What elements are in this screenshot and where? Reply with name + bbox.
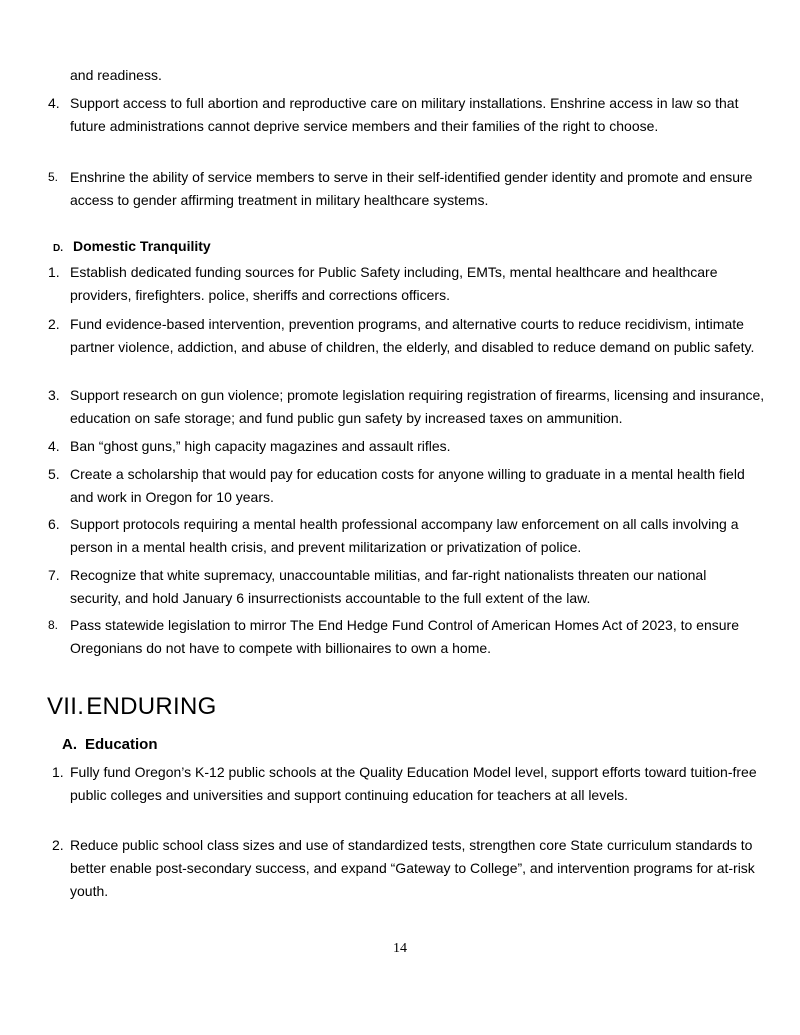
- subheading-domestic-tranquility: [53, 236, 211, 259]
- list-number: 8.: [48, 618, 59, 632]
- subheading-education: [62, 735, 158, 755]
- subheading-letter: D.: [53, 243, 63, 254]
- list-text: Create a scholarship that would pay for education costs for anyone willing to graduate in a mental health field and work in Oregon for 10 years.: [70, 466, 745, 505]
- list-text: Fund evidence-based intervention, prevention programs, and alternative courts to reduce recidivism, intimate partner violence, addiction, and abuse of children, the elderly, and disabled to reduce demand on public safety.: [70, 316, 755, 355]
- list-number: 1.: [52, 764, 64, 780]
- list-number: 5.: [48, 170, 59, 184]
- list-number: 5.: [48, 466, 60, 482]
- list-text: Enshrine the ability of service members to serve in their self-identified gender identity and promote and ensure access to gender affirming treatment in military healthcare systems.: [70, 169, 753, 208]
- list-text: Reduce public school class sizes and use of standardized tests, strengthen core State curriculum standards to better enable post-secondary success, and expand “Gateway to College”, and intervention programs for at-risk youth.: [70, 837, 755, 899]
- section-title: [47, 691, 217, 723]
- section-name: ENDURING: [86, 693, 217, 720]
- list-number: 7.: [48, 567, 60, 583]
- subheading-title: Education: [85, 736, 158, 753]
- list-text: Ban “ghost guns,” high capacity magazines and assault rifles.: [70, 438, 451, 454]
- page-number: 14: [393, 941, 407, 956]
- list-text: Fully fund Oregon’s K-12 public schools at the Quality Education Model level, support efforts toward tuition-free public colleges and universities and support continuing education for teachers at all levels.: [70, 764, 757, 803]
- list-number: 1.: [48, 264, 60, 280]
- subheading-letter: A.: [62, 736, 77, 753]
- intro-fragment: and readiness.: [70, 67, 162, 83]
- subheading-title: Domestic Tranquility: [73, 238, 211, 254]
- list-number: 2.: [52, 837, 64, 853]
- list-text: Establish dedicated funding sources for Public Safety including, EMTs, mental healthcare and healthcare providers, firefighters. police, sheriffs and corrections officers.: [70, 264, 718, 303]
- list-text: Support access to full abortion and reproductive care on military installations. Enshrine access in law so that future administrations cannot deprive service members and their families of the right to choose.: [70, 95, 739, 134]
- list-number: 6.: [48, 516, 60, 532]
- list-number: 4.: [48, 95, 60, 111]
- section-roman: VII.: [47, 693, 85, 720]
- list-text: Support protocols requiring a mental health professional accompany law enforcement on all calls involving a person in a mental health crisis, and prevent militarization or privatization of police.: [70, 516, 739, 555]
- list-number: 3.: [48, 387, 60, 403]
- list-text: Recognize that white supremacy, unaccountable militias, and far-right nationalists threaten our national security, and hold January 6 insurrectionists accountable to the full extent of the law.: [70, 567, 707, 606]
- list-text: Support research on gun violence; promote legislation requiring registration of firearms, licensing and insurance, education on safe storage; and fund public gun safety by increased taxes on ammunition.: [70, 387, 765, 426]
- list-text: Pass statewide legislation to mirror The End Hedge Fund Control of American Homes Act of 2023, to ensure Oregonians do not have to compete with billionaires to own a home.: [70, 617, 739, 656]
- list-number: 4.: [48, 438, 60, 454]
- list-number: 2.: [48, 316, 60, 332]
